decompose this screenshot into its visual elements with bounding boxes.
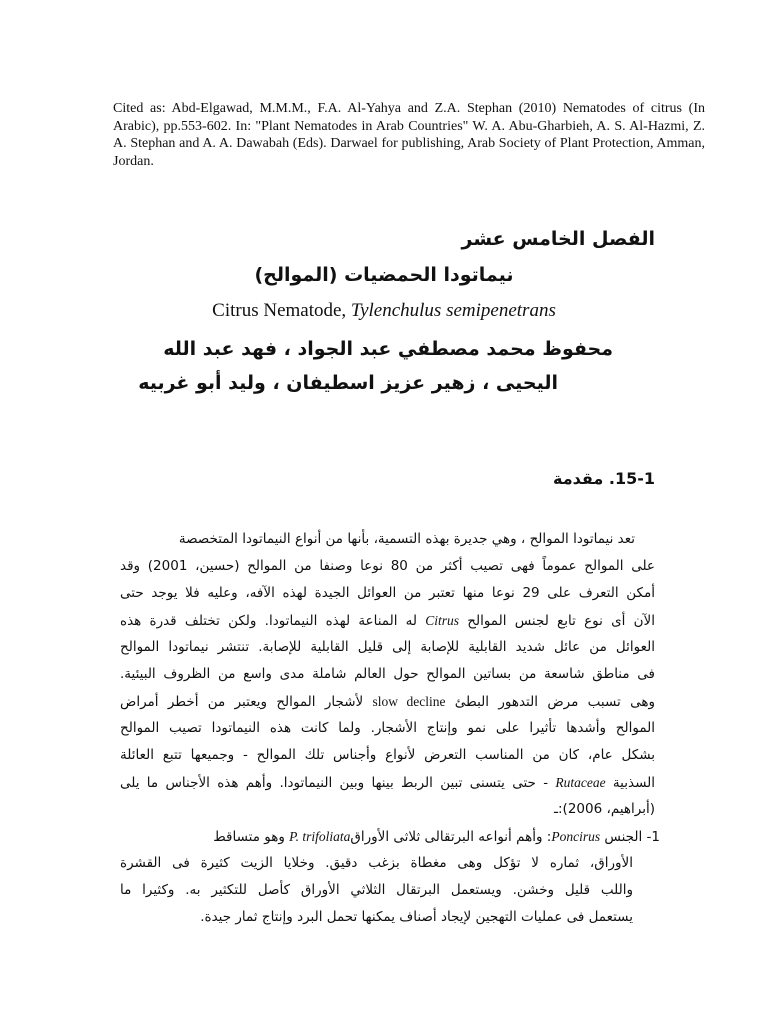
body-text-span: وهو متساقط bbox=[213, 829, 290, 845]
body-text-span: لأشجار الموالح ويعتبر من أخطر أمراض bbox=[120, 694, 373, 710]
slow-decline-term: slow decline bbox=[372, 694, 446, 709]
list-item-1 bbox=[120, 823, 660, 850]
list-item-number: 1- bbox=[646, 829, 660, 845]
body-line: أمكن التعرف على 29 نوعا منها تعتبر من العوائل الجيدة لهذه الآفه، وعليه فلا يوجد حتى bbox=[120, 585, 655, 601]
authors-line-1: محفوظ محمد مصطفي عبد الجواد ، فهد عبد الله bbox=[163, 338, 613, 360]
body-text-span: الآن أى نوع تابع لجنس الموالح bbox=[459, 613, 655, 629]
body-line: (أبراهيم، 2006):ـ bbox=[554, 801, 655, 817]
body-text-span: السذبية bbox=[605, 775, 655, 791]
body-line: تعد نيماتودا الموالح ، وهي جديرة بهذه التسمية، بأنها من أنواع النيماتودا المتخصصة bbox=[178, 531, 635, 547]
body-line: الأوراق، ثماره لا تؤكل وهى مغطاة بزغب دقيق. وخلايا الزيت كثيرة فى القشرة bbox=[120, 855, 633, 871]
species-p-trifoliata: P. trifoliata bbox=[289, 829, 351, 844]
chapter-label: الفصل الخامس عشر bbox=[461, 228, 655, 250]
genus-poncirus: Poncirus bbox=[551, 829, 601, 844]
section-heading: 15-1. مقدمة bbox=[553, 469, 655, 488]
body-line bbox=[120, 607, 655, 634]
body-text-span: الجنس bbox=[600, 829, 647, 845]
body-line: فى مناطق شاسعة من بساتين الموالح حول العالم شاملة مدى واسع من الظروف البيئية. bbox=[120, 666, 655, 682]
body-line bbox=[120, 769, 655, 796]
body-line: على الموالح عموماً فهى تصيب أكثر من 80 نوعا وصنفا من الموالح (حسين، 2001) وقد bbox=[120, 558, 655, 574]
authors-line-2: اليحيى ، زهير عزيز اسطيفان ، وليد أبو غربيه bbox=[138, 372, 558, 394]
title-english bbox=[120, 298, 648, 324]
body-line: العوائل من عائل شديد القابلية للإصابة إلى قليل القابلية للإصابة. تنتشر نيماتودا الموالح bbox=[120, 639, 655, 655]
body-line bbox=[120, 688, 655, 715]
body-text bbox=[120, 526, 660, 931]
title-arabic: نيماتودا الحمضيات (الموالح) bbox=[254, 264, 514, 286]
body-line: واللب قليل وخشن. ويستعمل البرتقال الثلاثي الأوراق كأصل للتكثير به. وكثيرا ما bbox=[120, 882, 633, 898]
body-line: الموالح وأشدها تأثيرا على نمو وإنتاج الأشجار. ولما كانت هذه النيماتودا تصيب الموالح bbox=[120, 720, 655, 736]
body-line: يستعمل فى عمليات التهجين لإيجاد أصناف يمكنها تحمل البرد وإنتاج ثمار جيدة. bbox=[200, 909, 633, 925]
citation-text: Cited as: Abd-Elgawad, M.M.M., F.A. Al-Yahya and Z.A. Stephan (2010) Nematodes of citrus (In Arabic), pp.553-602. In: "Plant Nematodes in Arab Countries" W. A. Abu-Gharbieh, A. S. Al-Hazmi, Z. A. Stephan and A. A. Dawabah (Eds). Darwael for publishing, Arab Society of Plant Protection, Amman, Jordan. bbox=[113, 101, 705, 169]
body-text-span: وهى تسبب مرض التدهور البطئ bbox=[445, 694, 655, 710]
body-text-span: له المناعة لهذه النيماتودا. ولكن تختلف قدرة هذه bbox=[120, 613, 426, 629]
body-text-span: - حتى يتسنى تبين الربط بينها وبين النيماتودا. وأهم هذه الأجناس ما يلى bbox=[120, 775, 556, 791]
family-rutaceae: Rutaceae bbox=[555, 775, 606, 790]
body-line: بشكل عام، كان من المناسب التعرض لأنواع وأجناس تلك الموالح - وجميعها تتبع العائلة bbox=[120, 747, 655, 763]
genus-citrus: Citrus bbox=[425, 613, 460, 628]
title-english-prefix: Citrus Nematode, bbox=[212, 300, 351, 321]
body-text-span: : وأهم أنواعه البرتقالى ثلاثى الأوراق bbox=[350, 829, 552, 845]
title-english-species: Tylenchulus semipenetrans bbox=[350, 300, 556, 321]
